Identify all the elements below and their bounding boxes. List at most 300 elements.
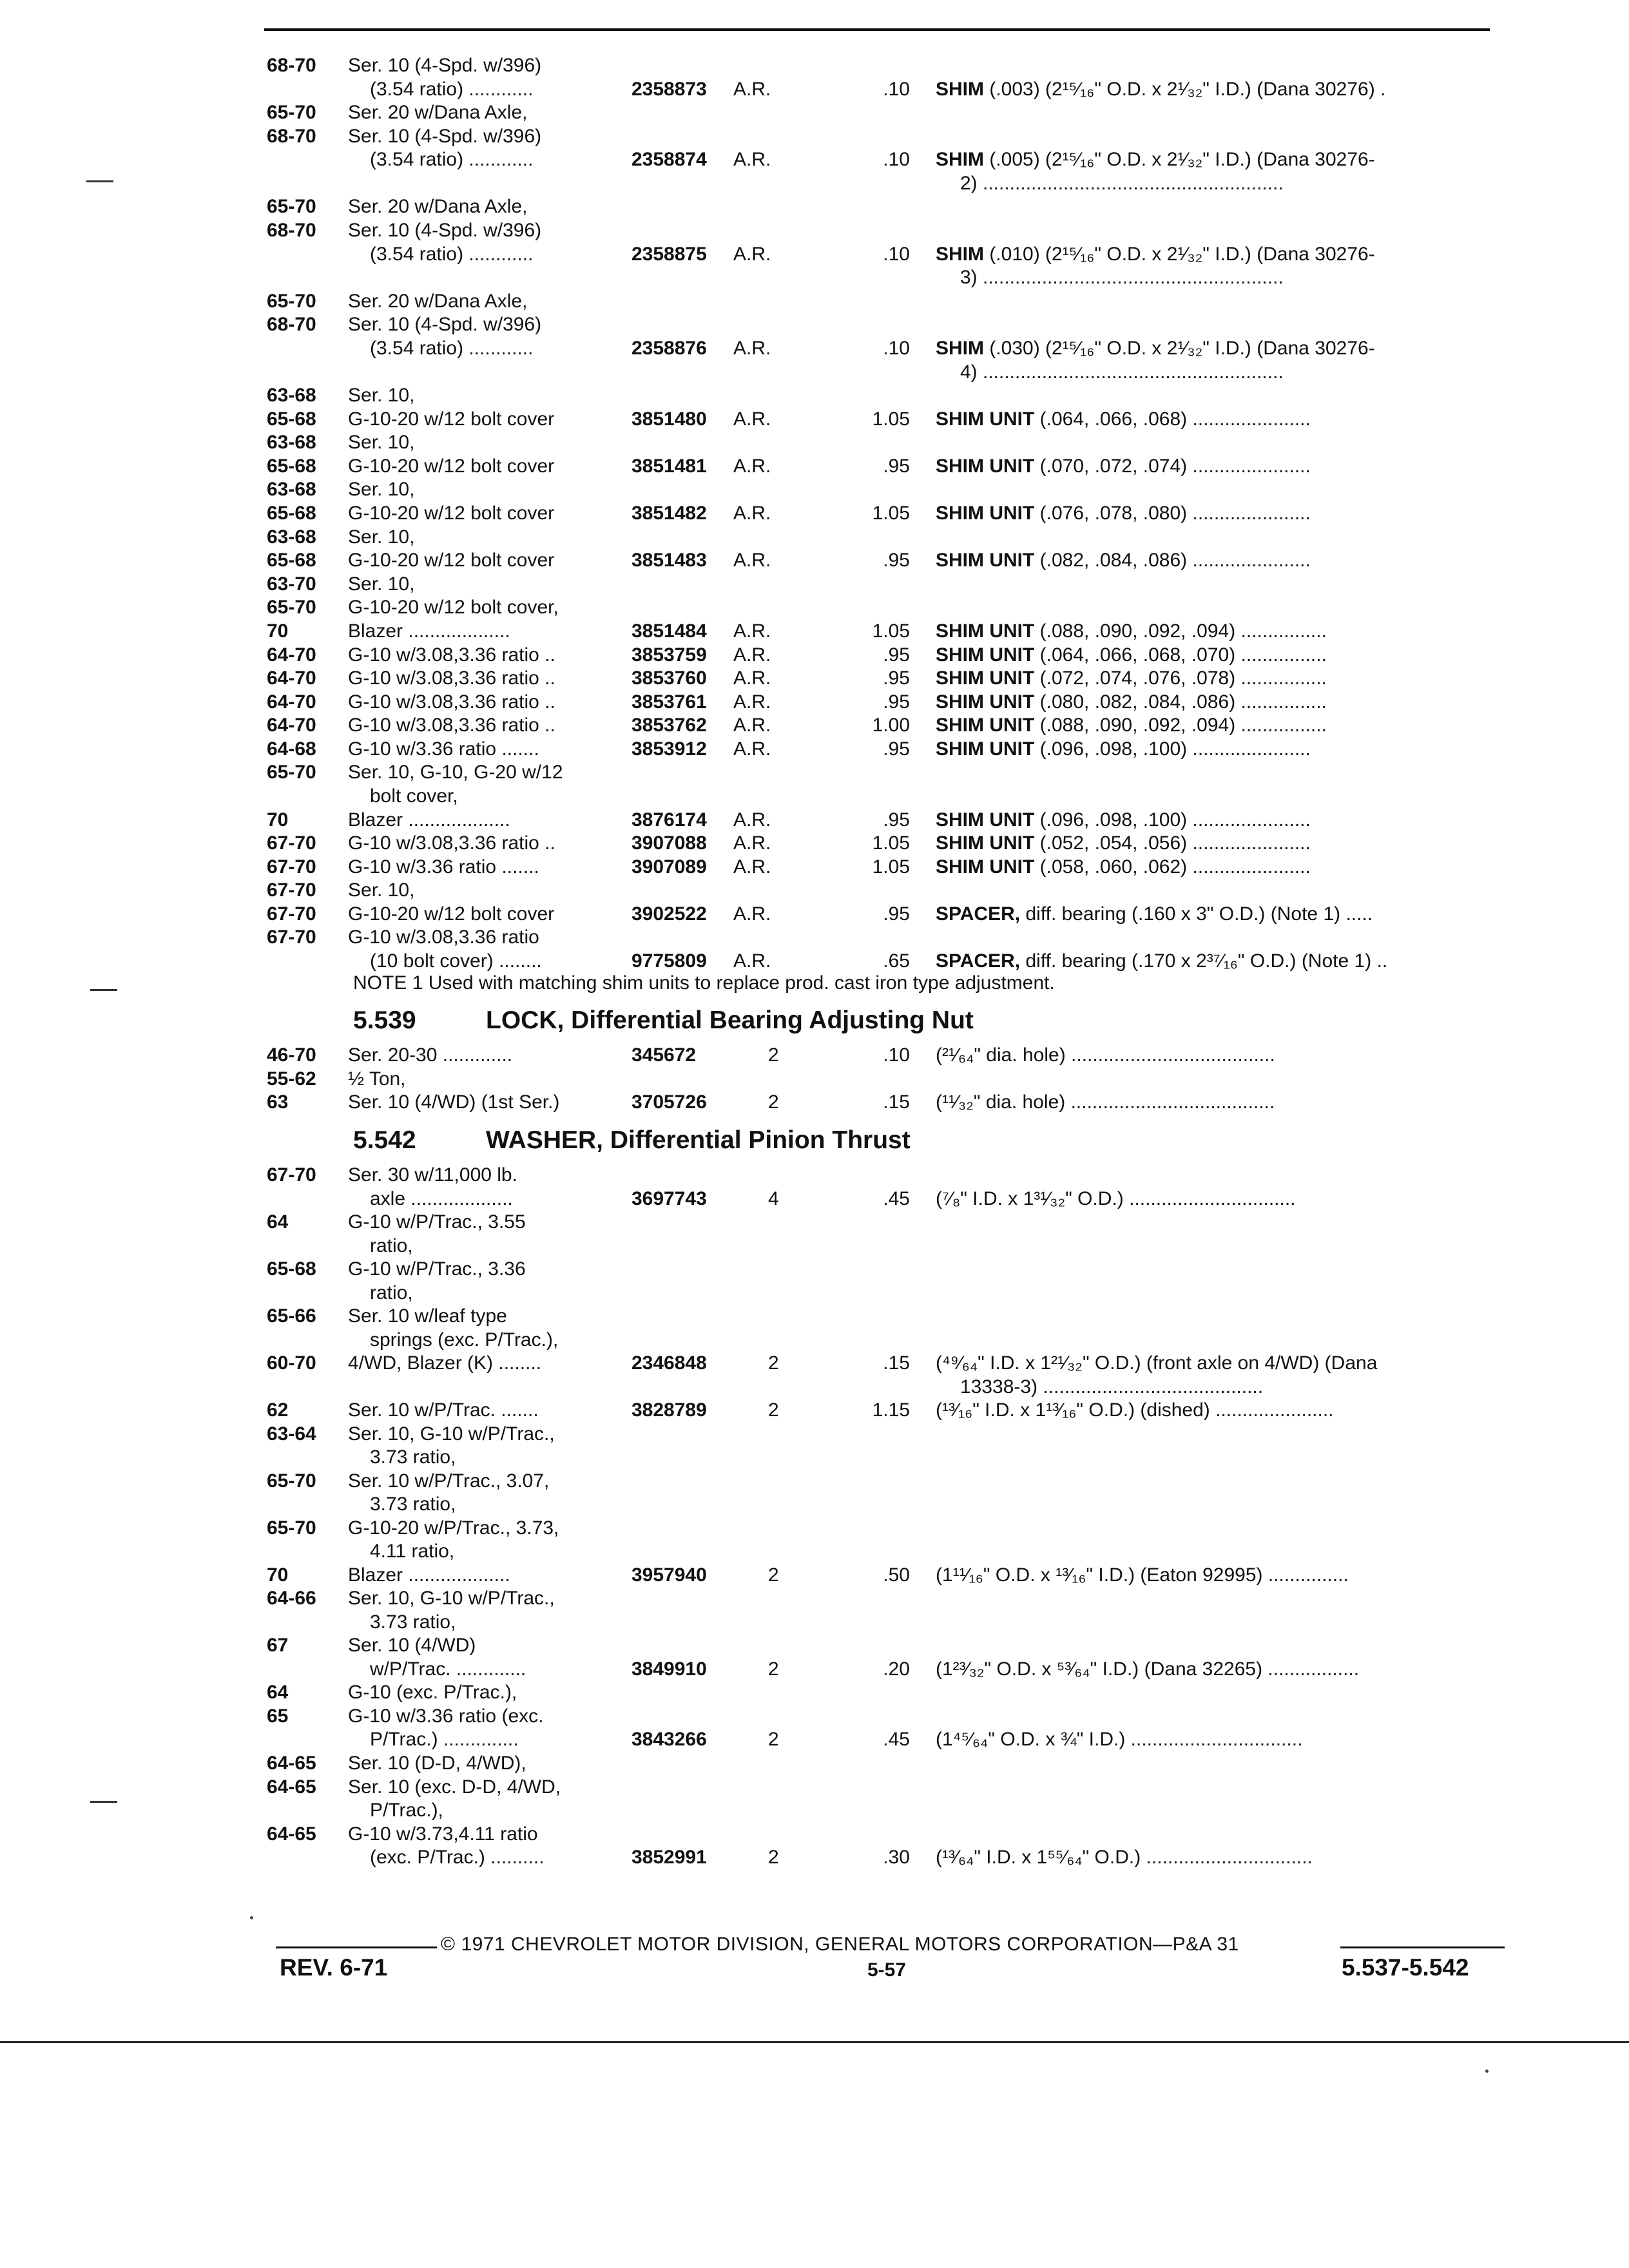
model-application: Ser. 10, [348, 573, 415, 595]
catalog-row [0, 1282, 1629, 1305]
catalog-row [0, 738, 1629, 761]
catalog-row [0, 478, 1629, 501]
model-application: Blazer ................... [348, 1564, 510, 1586]
model-application: G-10-20 w/12 bolt cover [348, 455, 555, 477]
model-application: P/Trac.) .............. [370, 1729, 519, 1751]
price: 1.05 [872, 832, 910, 854]
part-spec: (.003) (2¹⁵⁄₁₆" O.D. x 2¹⁄₃₂" I.D.) (Dana 30276) . [984, 78, 1386, 100]
model-application: 3.73 ratio, [370, 1611, 456, 1633]
catalog-row [0, 1564, 1629, 1587]
part-description [936, 950, 1503, 973]
catalog-row [0, 502, 1629, 525]
quantity: A.R. [733, 903, 771, 925]
price: .45 [883, 1729, 910, 1751]
model-application: G-10-20 w/12 bolt cover [348, 408, 555, 430]
catalog-row [0, 455, 1629, 478]
part-number: 3853761 [631, 691, 707, 713]
model-application: G-10-20 w/12 bolt cover [348, 903, 555, 925]
model-year: 65-70 [267, 1470, 316, 1492]
quantity: 4 [768, 1187, 779, 1209]
part-spec: (.005) (2¹⁵⁄₁₆" O.D. x 2¹⁄₃₂" I.D.) (Dana 30276- [984, 149, 1375, 171]
price: .20 [883, 1658, 910, 1680]
part-number: 3902522 [631, 903, 707, 925]
part-name: SHIM UNIT [936, 715, 1035, 736]
model-application: G-10 w/3.36 ratio ....... [348, 738, 539, 760]
part-number: 9775809 [631, 950, 707, 972]
model-year: 64-70 [267, 715, 316, 736]
model-application: G-10 w/3.36 ratio ....... [348, 856, 539, 878]
quantity: A.R. [733, 337, 771, 359]
part-spec: (⁷⁄₈" I.D. x 1³¹⁄₃₂" O.D.) ............................... [936, 1187, 1296, 1209]
part-number: 3876174 [631, 809, 707, 831]
quantity: 2 [768, 1352, 779, 1374]
model-application: G-10-20 w/12 bolt cover [348, 503, 555, 524]
price: .95 [883, 455, 910, 477]
quantity: 2 [768, 1044, 779, 1066]
catalog-row [0, 1352, 1629, 1375]
part-description [936, 856, 1503, 879]
price: .95 [883, 691, 910, 713]
part-number: 3705726 [631, 1091, 707, 1113]
part-spec: (.096, .098, .100) ...................... [1034, 738, 1311, 760]
part-spec: (¹¹⁄₃₂" dia. hole) ...................................... [936, 1091, 1275, 1113]
part-name: SPACER, [936, 950, 1021, 972]
catalog-row [0, 809, 1629, 832]
part-name: SHIM UNIT [936, 738, 1035, 760]
model-year: 64-65 [267, 1776, 316, 1798]
section-range: 5.537-5.542 [1342, 1954, 1469, 1981]
catalog-row [0, 926, 1629, 949]
model-application: Ser. 10, G-10 w/P/Trac., [348, 1588, 555, 1610]
footer-rule [1340, 1946, 1505, 1948]
price: 1.15 [872, 1399, 910, 1421]
part-description [936, 691, 1503, 714]
part-description [936, 408, 1503, 431]
catalog-row [0, 361, 1629, 384]
model-year: 64 [267, 1211, 289, 1233]
catalog-row [0, 1423, 1629, 1446]
part-description [936, 1564, 1503, 1587]
part-spec: (.070, .072, .074) ...................... [1034, 455, 1311, 477]
catalog-row [0, 1211, 1629, 1234]
model-application: ratio, [370, 1282, 413, 1303]
part-number: 3697743 [631, 1187, 707, 1209]
catalog-row [0, 761, 1629, 784]
model-application: P/Trac.), [370, 1800, 443, 1821]
model-year: 64-65 [267, 1753, 316, 1774]
model-application: (10 bolt cover) ........ [370, 950, 542, 972]
catalog-row [0, 1235, 1629, 1258]
model-year: 65-70 [267, 1517, 316, 1539]
model-year: 68-70 [267, 55, 316, 76]
model-application: Ser. 10 (exc. D-D, 4/WD, [348, 1776, 561, 1798]
catalog-row [0, 1091, 1629, 1114]
part-name: SHIM UNIT [936, 832, 1035, 854]
quantity: A.R. [733, 78, 771, 100]
model-year: 64-68 [267, 738, 316, 760]
part-name: SHIM UNIT [936, 668, 1035, 689]
price: .10 [883, 1044, 910, 1066]
part-description [936, 738, 1503, 761]
model-year: 63-68 [267, 385, 316, 407]
catalog-row [0, 1376, 1629, 1399]
model-application: 3.73 ratio, [370, 1494, 456, 1515]
catalog-row [0, 1681, 1629, 1704]
catalog-row [0, 950, 1629, 973]
part-number: 3851480 [631, 408, 707, 430]
quantity: A.R. [733, 644, 771, 666]
part-name: SHIM UNIT [936, 620, 1035, 642]
part-number: 2358874 [631, 149, 707, 171]
part-name: SPACER, [936, 903, 1021, 925]
part-name: SHIM UNIT [936, 691, 1035, 713]
catalog-row [0, 526, 1629, 549]
model-application: Ser. 10 w/leaf type [348, 1305, 507, 1327]
section-number-5-539: 5.539 [353, 1006, 416, 1034]
part-description [936, 620, 1503, 643]
section-number-5-542: 5.542 [353, 1126, 416, 1154]
model-year: 67-70 [267, 927, 316, 948]
model-application: Ser. 10 (D-D, 4/WD), [348, 1753, 526, 1774]
part-description [960, 361, 1503, 384]
catalog-row [0, 195, 1629, 218]
price: 1.05 [872, 620, 910, 642]
quantity: A.R. [733, 856, 771, 878]
part-spec: (.010) (2¹⁵⁄₁₆" O.D. x 2¹⁄₃₂" I.D.) (Dana 30276- [984, 243, 1375, 265]
price: .95 [883, 903, 910, 925]
part-description [936, 714, 1503, 737]
model-year: 63-68 [267, 479, 316, 501]
catalog-row [0, 337, 1629, 360]
quantity: A.R. [733, 691, 771, 713]
quantity: 2 [768, 1564, 779, 1586]
price: 1.05 [872, 503, 910, 524]
part-spec: diff. bearing (.160 x 3" O.D.) (Note 1) ..... [1020, 903, 1373, 925]
model-application: Ser. 10, [348, 526, 415, 548]
part-spec: (.082, .084, .086) ...................... [1034, 550, 1311, 572]
part-number: 3853760 [631, 668, 707, 689]
part-description [936, 1728, 1503, 1751]
part-spec: (⁴⁹⁄₆₄" I.D. x 1²¹⁄₃₂" O.D.) (front axle on 4/WD) (Dana [936, 1352, 1378, 1374]
model-application: Ser. 10 w/P/Trac., 3.07, [348, 1470, 550, 1492]
model-application: G-10-20 w/12 bolt cover [348, 550, 555, 572]
part-description [936, 148, 1503, 171]
price: .95 [883, 809, 910, 831]
price: 1.05 [872, 856, 910, 878]
model-application: Ser. 30 w/11,000 lb. [348, 1164, 517, 1186]
part-description [936, 1091, 1503, 1114]
catalog-row [0, 266, 1629, 289]
model-year: 62 [267, 1399, 289, 1421]
part-number: 3907089 [631, 856, 707, 878]
catalog-row [0, 1470, 1629, 1493]
catalog-row [0, 1493, 1629, 1516]
catalog-row [0, 1044, 1629, 1067]
part-description [936, 243, 1503, 266]
model-application: (3.54 ratio) ............ [370, 337, 534, 359]
model-year: 65-70 [267, 762, 316, 783]
model-year: 65-68 [267, 503, 316, 524]
model-year: 64-70 [267, 691, 316, 713]
part-spec: (.064, .066, .068, .070) ................ [1034, 644, 1327, 666]
part-number: 2358875 [631, 243, 707, 265]
model-application: G-10 w/3.08,3.36 ratio .. [348, 832, 555, 854]
part-description [960, 1376, 1503, 1399]
model-application: (3.54 ratio) ............ [370, 149, 534, 171]
quantity: A.R. [733, 715, 771, 736]
part-number: 3853759 [631, 644, 707, 666]
model-year: 64 [267, 1682, 289, 1704]
model-application: G-10 w/P/Trac., 3.55 [348, 1211, 526, 1233]
catalog-row [0, 1776, 1629, 1799]
model-year: 67-70 [267, 832, 316, 854]
catalog-row [0, 1752, 1629, 1775]
quantity: 2 [768, 1847, 779, 1869]
part-description [960, 266, 1503, 289]
quantity: A.R. [733, 832, 771, 854]
model-application: Ser. 10 (4/WD) (1st Ser.) [348, 1091, 560, 1113]
model-application: ½ Ton, [348, 1068, 406, 1090]
model-year: 64-66 [267, 1588, 316, 1610]
part-spec: 13338-3) ......................................... [960, 1376, 1264, 1398]
model-year: 65-70 [267, 196, 316, 218]
part-spec: 2) ........................................................ [960, 172, 1284, 194]
note-text: NOTE 1 Used with matching shim units to replace prod. cast iron type adjustment. [353, 972, 1055, 994]
catalog-row [0, 1399, 1629, 1422]
model-application: Ser. 20 w/Dana Axle, [348, 290, 528, 312]
model-year: 64-65 [267, 1823, 316, 1845]
catalog-row [0, 549, 1629, 572]
model-application: G-10-20 w/12 bolt cover, [348, 597, 559, 619]
price: .50 [883, 1564, 910, 1586]
catalog-row [0, 1329, 1629, 1352]
price: .65 [883, 950, 910, 972]
catalog-row [0, 54, 1629, 77]
model-year: 63-68 [267, 526, 316, 548]
part-spec: (.076, .078, .080) ...................... [1034, 503, 1311, 524]
model-year: 65-68 [267, 408, 316, 430]
model-application: Ser. 10, [348, 385, 415, 407]
model-application: Ser. 10, G-10 w/P/Trac., [348, 1423, 555, 1445]
part-description [936, 1846, 1503, 1869]
catalog-row [0, 1611, 1629, 1634]
catalog-row [0, 691, 1629, 714]
part-number: 3852991 [631, 1847, 707, 1869]
part-spec: (1⁴⁵⁄₆₄" O.D. x ¾" I.D.) ................................ [936, 1729, 1303, 1751]
catalog-row [0, 78, 1629, 101]
quantity: A.R. [733, 408, 771, 430]
model-year: 68-70 [267, 314, 316, 336]
part-description [936, 1658, 1503, 1681]
model-application: Blazer ................... [348, 620, 510, 642]
catalog-row [0, 856, 1629, 879]
part-spec: (.058, .060, .062) ...................... [1034, 856, 1311, 878]
model-application: axle ................... [370, 1187, 513, 1209]
part-name: SHIM UNIT [936, 503, 1035, 524]
quantity: A.R. [733, 455, 771, 477]
catalog-row [0, 1846, 1629, 1869]
catalog-row [0, 1823, 1629, 1846]
scan-speck [1485, 2070, 1489, 2073]
part-spec: (1¹¹⁄₁₆" O.D. x ¹³⁄₁₆" I.D.) (Eaton 92995) ............... [936, 1564, 1349, 1586]
quantity: A.R. [733, 950, 771, 972]
part-number: 345672 [631, 1044, 697, 1066]
part-number: 3851483 [631, 550, 707, 572]
catalog-row [0, 1517, 1629, 1540]
model-application: w/P/Trac. ............. [370, 1658, 526, 1680]
part-number: 3853912 [631, 738, 707, 760]
catalog-row [0, 667, 1629, 690]
model-application: Ser. 10 (4/WD) [348, 1635, 476, 1657]
model-year: 65-68 [267, 455, 316, 477]
price: .10 [883, 243, 910, 265]
part-spec: 4) ........................................................ [960, 361, 1284, 383]
model-application: 4.11 ratio, [370, 1541, 455, 1562]
model-application: (3.54 ratio) ............ [370, 243, 534, 265]
model-application: Ser. 20-30 ............. [348, 1044, 513, 1066]
model-year: 65-70 [267, 290, 316, 312]
catalog-row [0, 714, 1629, 737]
model-year: 65-70 [267, 597, 316, 619]
model-year: 64-70 [267, 668, 316, 689]
part-spec: (.080, .082, .084, .086) ................ [1034, 691, 1327, 713]
model-application: Ser. 10 (4-Spd. w/396) [348, 55, 542, 76]
part-name: SHIM [936, 149, 984, 171]
part-number: 3957940 [631, 1564, 707, 1586]
price: .10 [883, 78, 910, 100]
part-name: SHIM [936, 337, 984, 359]
part-number: 3851482 [631, 503, 707, 524]
catalog-row [0, 1446, 1629, 1469]
part-description [936, 502, 1503, 525]
part-spec: (¹³⁄₁₆" I.D. x 1¹³⁄₁₆" O.D.) (dished) ...................... [936, 1399, 1334, 1421]
part-spec: diff. bearing (.170 x 2³⁷⁄₁₆" O.D.) (Note 1) .. [1020, 950, 1388, 972]
part-name: SHIM UNIT [936, 550, 1035, 572]
catalog-row [0, 243, 1629, 266]
model-year: 65-68 [267, 550, 316, 572]
part-name: SHIM UNIT [936, 856, 1035, 878]
price: 1.05 [872, 408, 910, 430]
part-spec: (.030) (2¹⁵⁄₁₆" O.D. x 2¹⁄₃₂" I.D.) (Dana 30276- [984, 337, 1375, 359]
part-description [936, 1399, 1503, 1422]
part-number: 3907088 [631, 832, 707, 854]
page-number: 5-57 [867, 1959, 907, 1981]
part-name: SHIM [936, 78, 984, 100]
part-name: SHIM [936, 243, 984, 265]
part-number: 2358876 [631, 337, 707, 359]
copyright-notice: © 1971 CHEVROLET MOTOR DIVISION, GENERAL MOTORS CORPORATION—P&A 31 [441, 1934, 1239, 1955]
part-description [936, 337, 1503, 360]
catalog-row [0, 101, 1629, 124]
model-application: (exc. P/Trac.) .......... [370, 1847, 545, 1869]
price: .95 [883, 668, 910, 689]
part-description [936, 455, 1503, 478]
part-name: SHIM UNIT [936, 644, 1035, 666]
catalog-row [0, 1587, 1629, 1610]
model-application: Ser. 10 w/P/Trac. ....... [348, 1399, 539, 1421]
part-spec: (.072, .074, .076, .078) ................ [1034, 668, 1327, 689]
catalog-row [0, 1728, 1629, 1751]
scan-speck [250, 1916, 253, 1919]
part-spec: (.088, .090, .092, .094) ................ [1034, 715, 1327, 736]
model-application: Ser. 10, [348, 432, 415, 454]
model-application: G-10 w/3.08,3.36 ratio .. [348, 644, 555, 666]
part-description [936, 832, 1503, 855]
model-year: 67-70 [267, 903, 316, 925]
model-application: Ser. 10, [348, 879, 415, 901]
model-application: G-10 w/3.08,3.36 ratio .. [348, 691, 555, 713]
quantity: A.R. [733, 503, 771, 524]
catalog-row [0, 1305, 1629, 1328]
part-number: 3843266 [631, 1729, 707, 1751]
part-description [936, 809, 1503, 832]
note-line [0, 972, 1629, 995]
model-year: 67-70 [267, 879, 316, 901]
catalog-row [0, 1068, 1629, 1091]
model-application: Ser. 20 w/Dana Axle, [348, 196, 528, 218]
quantity: A.R. [733, 550, 771, 572]
model-application: Ser. 10 (4-Spd. w/396) [348, 220, 542, 242]
model-year: 63-70 [267, 573, 316, 595]
quantity: 2 [768, 1658, 779, 1680]
model-application: G-10 w/P/Trac., 3.36 [348, 1258, 526, 1280]
sheet-edge [0, 2041, 1629, 2043]
model-year: 70 [267, 809, 289, 831]
model-application: G-10 w/3.08,3.36 ratio .. [348, 715, 555, 736]
catalog-row [0, 1705, 1629, 1728]
quantity: A.R. [733, 668, 771, 689]
model-application: Ser. 10, G-10, G-20 w/12 [348, 762, 563, 783]
catalog-row [0, 408, 1629, 431]
part-description [936, 903, 1503, 926]
model-year: 67-70 [267, 856, 316, 878]
model-application: (3.54 ratio) ............ [370, 78, 534, 100]
part-description [936, 549, 1503, 572]
model-application: G-10-20 w/P/Trac., 3.73, [348, 1517, 559, 1539]
part-number: 3851484 [631, 620, 707, 642]
part-description [936, 1044, 1503, 1067]
catalog-row [0, 1799, 1629, 1822]
catalog-row [0, 1164, 1629, 1187]
quantity: A.R. [733, 149, 771, 171]
model-year: 63 [267, 1091, 289, 1113]
catalog-row [0, 384, 1629, 407]
part-number: 2346848 [631, 1352, 707, 1374]
part-number: 3853762 [631, 715, 707, 736]
part-description [936, 1187, 1503, 1211]
model-application: Ser. 10 (4-Spd. w/396) [348, 314, 542, 336]
catalog-row [0, 1540, 1629, 1563]
catalog-row [0, 596, 1629, 619]
model-application: G-10 w/3.73,4.11 ratio [348, 1823, 538, 1845]
top-rule [264, 28, 1490, 31]
catalog-row [0, 1634, 1629, 1657]
catalog-row [0, 573, 1629, 596]
model-year: 70 [267, 1564, 289, 1586]
catalog-row [0, 219, 1629, 242]
price: .95 [883, 644, 910, 666]
model-application: G-10 (exc. P/Trac.), [348, 1682, 517, 1704]
part-spec: (²¹⁄₆₄" dia. hole) ...................................... [936, 1044, 1275, 1066]
quantity: 2 [768, 1729, 779, 1751]
price: .10 [883, 337, 910, 359]
model-year: 65-68 [267, 1258, 316, 1280]
model-year: 65-66 [267, 1305, 316, 1327]
model-year: 65 [267, 1705, 289, 1727]
part-name: SHIM UNIT [936, 455, 1035, 477]
catalog-row [0, 620, 1629, 643]
catalog-row [0, 290, 1629, 313]
